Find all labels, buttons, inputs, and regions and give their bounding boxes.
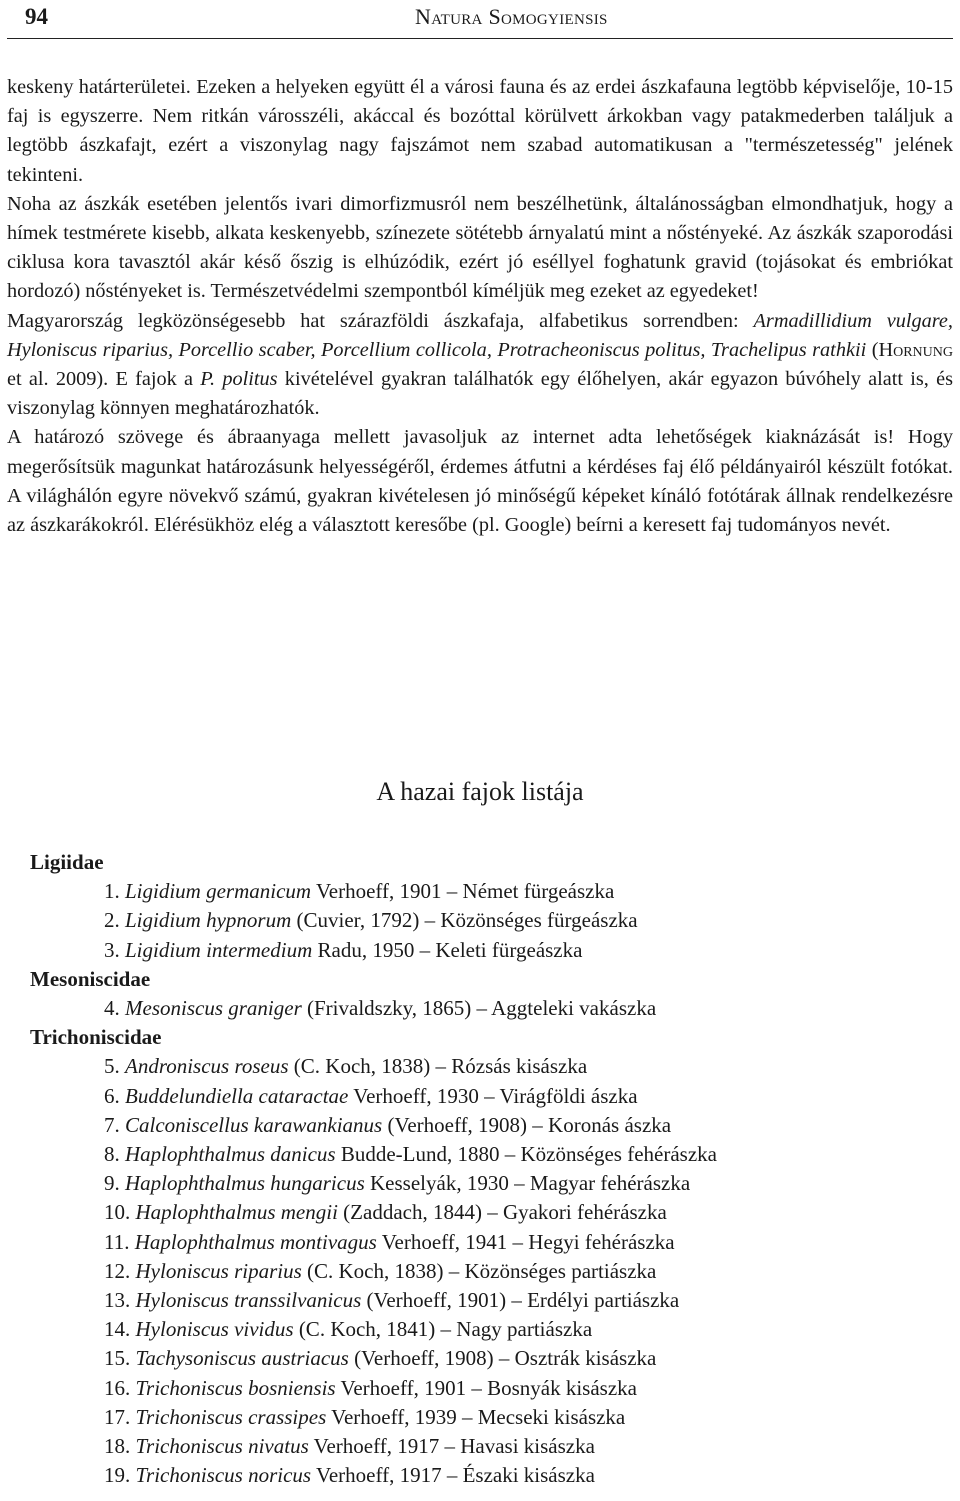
species-item [30,906,717,935]
species-author-common-name: (Zaddach, 1844) – Gyakori fehérászka [343,1200,667,1225]
species-item [30,994,717,1023]
species-author-common-name: Verhoeff, 1917 – Havasi kisászka [313,1434,595,1459]
species-scientific-name: Hyloniscus transsilvanicus [135,1288,362,1313]
species-scientific-name: Hyloniscus riparius [135,1258,302,1283]
journal-title: Natura Somogyiensis [415,4,608,29]
p3-end: kivételével gyakran találhatók egy élőhelyen, akár egyazon búvóhely alatt is, és viszonylag könnyen meghatározhatók. [7,368,953,420]
p3-open: ( [866,338,879,361]
species-author-common-name: Verhoeff, 1941 – Hegyi fehérászka [381,1229,675,1254]
species-number: 2. [104,908,120,933]
species-scientific-name: Haplophthalmus danicus [125,1142,336,1167]
species-item [30,1374,717,1403]
species-item [30,1052,717,1081]
species-item [30,1286,717,1315]
species-number: 11. [104,1229,130,1254]
species-scientific-name: Mesoniscus graniger [125,996,302,1021]
species-number: 14. [104,1317,131,1342]
species-author-common-name: (Cuvier, 1792) – Közönséges fürgeászka [296,908,638,933]
species-scientific-name: Trichoniscus crassipes [135,1404,327,1429]
family-heading: Mesoniscidae [30,966,151,991]
species-author-common-name: (C. Koch, 1841) – Nagy partiászka [298,1317,593,1342]
species-scientific-name: Trichoniscus bosniensis [135,1375,336,1400]
paragraph-3 [7,307,953,424]
species-item [30,877,717,906]
family-heading: Ligiidae [30,850,104,874]
section-title: A hazai fajok listája [376,777,584,806]
species-scientific-name: Ligidium germanicum [125,879,312,904]
species-author-common-name: (Verhoeff, 1901) – Erdélyi partiászka [366,1288,680,1313]
species-author-common-name: (C. Koch, 1838) – Közönséges partiászka [307,1258,657,1283]
p3-species-list: Armadillidium vulgare, Hyloniscus riparius, Porcellio scaber, Porcellium collicola, Protracheoniscus politus, Trachelipus rathkii [7,309,953,361]
species-number: 19. [104,1463,131,1488]
species-number: 13. [104,1288,131,1313]
species-scientific-name: Ligidium intermedium [125,937,313,962]
species-item [30,1111,717,1140]
species-scientific-name: Trichoniscus nivatus [135,1434,309,1459]
species-item [30,1344,717,1373]
species-scientific-name: Hyloniscus vividus [135,1317,294,1342]
species-author-common-name: Verhoeff, 1901 – Német fürgeászka [315,879,615,904]
species-number: 7. [104,1112,120,1137]
family-heading: Trichoniscidae [30,1025,162,1050]
species-author-common-name: Verhoeff, 1930 – Virágföldi ászka [353,1083,638,1108]
species-author-common-name: (Verhoeff, 1908) – Koronás ászka [387,1112,672,1137]
species-scientific-name: Buddelundiella cataractae [125,1083,349,1108]
species-number: 1. [104,879,120,904]
species-number: 4. [104,996,120,1021]
species-list [30,848,717,1490]
species-scientific-name: Ligidium hypnorum [125,908,292,933]
species-author-common-name: Verhoeff, 1901 – Bosnyák kisászka [340,1375,637,1400]
page-header [7,0,953,39]
species-scientific-name: Haplophthalmus hungaricus [125,1171,365,1196]
species-item [30,1169,717,1198]
species-item [30,1198,717,1227]
species-number: 17. [104,1404,131,1429]
species-number: 6. [104,1083,120,1108]
species-item [30,1228,717,1257]
species-number: 12. [104,1258,131,1283]
species-scientific-name: Haplophthalmus montivagus [134,1229,377,1254]
species-item [30,1257,717,1286]
paragraph-2: Noha az ászkák esetében jelentős ivari dimorfizmusról nem beszélhetünk, általánosságban elmondhatjuk, hogy a hímek testmérete kisebb, alkata keskenyebb, színezete sötétebb árnyalatú mint a nőstényeké. Az ászkák szaporodási ciklusa kora tavasztól akár késő őszig is elhúzódik, ezért jó eséllyel foghatunk gravid (tojásokat és embriókat hordozó) nőstényeket is. Természetvédelmi szempontból kíméljük meg ezeket az egyedeket! [7,192,953,303]
citation-author: Hornung [878,338,953,361]
species-author-common-name: Budde-Lund, 1880 – Közönséges fehérászka [340,1142,717,1167]
species-author-common-name: (Frivaldszky, 1865) – Aggteleki vakászka [307,996,657,1021]
species-item [30,1082,717,1111]
page-number: 94 [25,4,48,29]
p3-after: et al. 2009). E fajok a [7,368,201,391]
species-item [30,1432,717,1461]
p3-intro: Magyarország legközönségesebb hat szárazföldi ászkafaja, alfabetikus sorrendben: [7,309,754,332]
species-author-common-name: Radu, 1950 – Keleti fürgeászka [317,937,583,962]
species-scientific-name: Haplophthalmus mengii [135,1200,338,1225]
species-item [30,1140,717,1169]
species-item [30,1461,717,1490]
species-author-common-name: Kesselyák, 1930 – Magyar fehérászka [370,1171,691,1196]
species-number: 9. [104,1171,120,1196]
species-author-common-name: Verhoeff, 1939 – Mecseki kisászka [331,1404,626,1429]
species-scientific-name: Androniscus roseus [125,1054,289,1079]
species-author-common-name: (Verhoeff, 1908) – Osztrák kisászka [354,1346,657,1371]
species-number: 15. [104,1346,131,1371]
species-author-common-name: Verhoeff, 1917 – Északi kisászka [315,1463,595,1488]
species-number: 16. [104,1375,131,1400]
species-author-common-name: (C. Koch, 1838) – Rózsás kisászka [293,1054,588,1079]
body-text [7,73,953,540]
species-number: 5. [104,1054,120,1079]
paragraph-4: A határozó szövege és ábraanyaga mellett javasoljuk az internet adta lehetőségek kiaknázását is! Hogy megerősítsük magunkat határozásunk helyességéről, érdemes átfutni a kérdéses faj élő példányairól készült fotókat. A világhálón egyre növekvő számú, gyakran kivételesen jó minőségű képeket kínáló fotótárak állnak rendelkezésre az ászkarákokról. Elérésükhöz elég a választott keresőbe (pl. Google) beírni a keresett faj tudományos nevét. [7,426,953,537]
species-scientific-name: Calconiscellus karawankianus [125,1112,383,1137]
species-number: 18. [104,1434,131,1459]
species-item [30,1403,717,1432]
species-item [30,1315,717,1344]
species-scientific-name: Trichoniscus noricus [135,1463,312,1488]
species-number: 10. [104,1200,131,1225]
species-item [30,936,717,965]
species-scientific-name: Tachysoniscus austriacus [135,1346,349,1371]
species-number: 3. [104,937,120,962]
species-number: 8. [104,1142,120,1167]
paragraph-1: keskeny határterületei. Ezeken a helyeken együtt él a városi fauna és az erdei ászkafauna legtöbb képviselője, 10-15 faj is egyszerre. Nem ritkán városszéli, akáccal és bozóttal körülvett árkokban vagy patakmederben találjuk a legtöbb ászkafajt, ezért a viszonylag nagy fajszámot nem szabad automatikusan a "természetesség" jelének tekinteni. [7,76,953,186]
p3-abbrev: P. politus [200,368,278,391]
